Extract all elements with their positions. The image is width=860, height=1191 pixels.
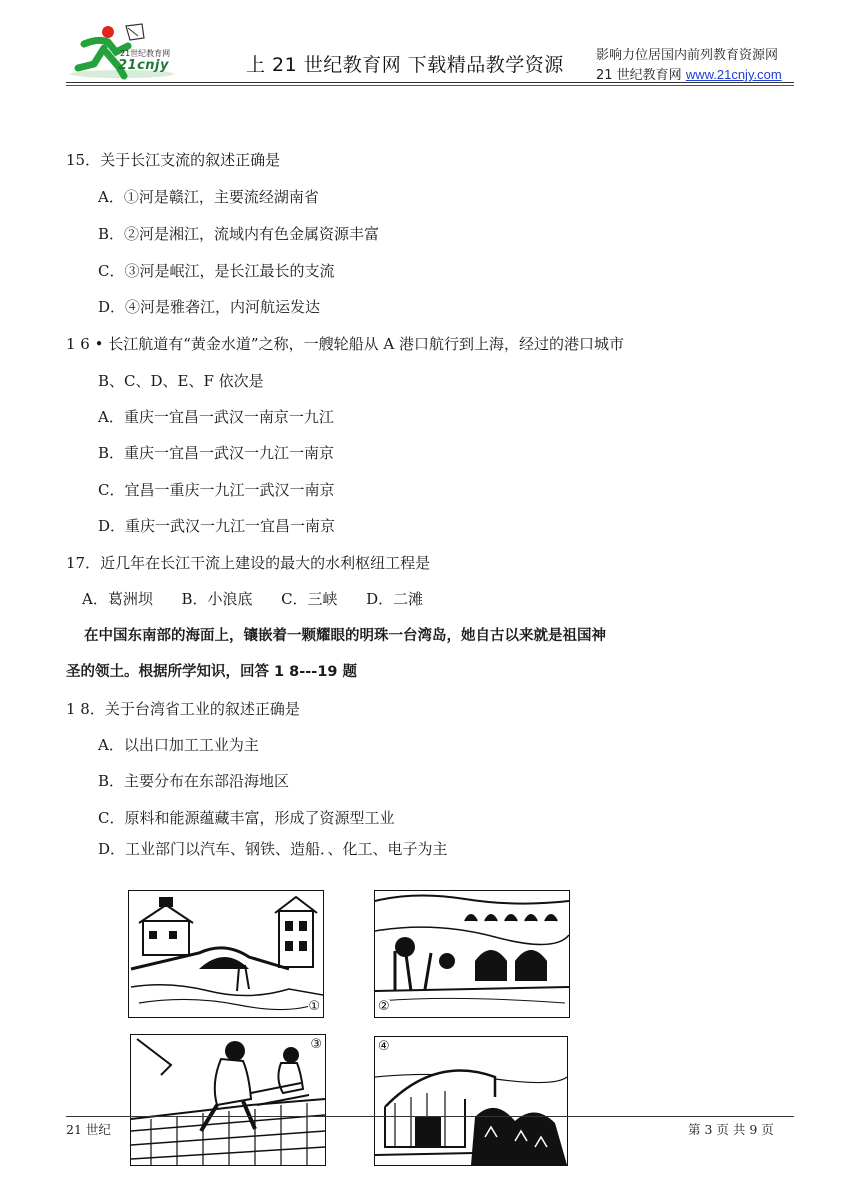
bridge-town-illustration-icon [129, 891, 323, 1017]
header-title: 上 21 世纪教育网 下载精品教学资源 [246, 54, 564, 76]
q16-option-a: A．重庆一宜昌一武汉一南京一九江 [98, 408, 334, 426]
footer-divider [66, 1116, 794, 1117]
farmers-illustration-icon [131, 1035, 325, 1165]
q18-stem: 1 8．关于台湾省工业的叙述正确是 [66, 700, 300, 718]
passage-line-1: 在中国东南部的海面上，镶嵌着一颗耀眼的明珠一台湾岛，她自古以来就是祖国神 [84, 628, 606, 644]
q15-option-c: C．③河是岷江，是长江最长的支流 [98, 262, 335, 280]
q17-stem: 17．近几年在长江干流上建设的最大的水利枢纽工程是 [66, 554, 431, 572]
figure-3-label: ③ [310, 1037, 322, 1052]
header-divider [66, 82, 794, 83]
q16-option-b: B．重庆一宜昌一武汉一九江一南京 [98, 444, 335, 462]
passage-line-2: 圣的领土。根据所学知识，回答 1 8---19 题 [66, 664, 358, 680]
figure-1-bridge-town [128, 890, 324, 1018]
q16-option-d: D．重庆一武汉一九江一宜昌一南京 [98, 517, 336, 535]
cave-dwelling-illustration-icon [375, 891, 569, 1017]
q15-option-b: B．②河是湘江，流域内有色金属资源丰富 [98, 225, 380, 243]
figure-2-label: ② [378, 999, 390, 1014]
q17-options: A．葛洲坝 B．小浪底 C．三峡 D．二滩 [82, 590, 424, 608]
q18-option-b: B．主要分布在东部沿海地区 [98, 772, 290, 790]
yurt-illustration-icon [375, 1037, 567, 1165]
header-slogan: 影响力位居国内前列教育资源网 [596, 48, 779, 63]
q15-option-a: A．①河是赣江，主要流经湖南省 [98, 188, 319, 206]
figure-2-cave-dwellings [374, 890, 570, 1018]
logo-text-cn: 21世纪教育网 [120, 49, 171, 58]
q16-stem: 1 6 • 长江航道有“黄金水道”之称，一艘轮船从 A 港口航行到上海，经过的港口城市 [66, 335, 624, 353]
q18-option-d: D．工业部门以汽车、钢铁、造船．、化工、电子为主 [98, 840, 448, 858]
figure-1-label: ① [308, 999, 320, 1014]
q18-option-a: A．以出口加工工业为主 [98, 736, 259, 754]
q18-option-c: C．原料和能源蕴藏丰富，形成了资源型工业 [98, 809, 395, 827]
header-site-line [596, 64, 782, 83]
header-site-prefix: 21 世纪教育网 [596, 68, 686, 83]
q16-stem-continued: B、C、D、E、F 依次是 [98, 372, 264, 390]
q15-option-d: D．④河是雅砻江，内河航运发达 [98, 298, 321, 316]
logo-text-en: 21cnjy [118, 58, 169, 73]
q15-stem: 15．关于长江支流的叙述正确是 [66, 151, 281, 169]
q16-option-c: C．宜昌一重庆一九江一武汉一南京 [98, 481, 335, 499]
figure-4-label: ④ [378, 1039, 390, 1054]
figure-3-terrace-farmers [130, 1034, 326, 1166]
figure-4-yurt [374, 1036, 568, 1166]
footer-left-text: 21 世纪 [66, 1122, 111, 1137]
site-link[interactable]: www.21cnjy.com [685, 67, 782, 82]
header-divider-thin [66, 85, 794, 86]
page-number: 第 3 页 共 9 页 [688, 1122, 774, 1137]
